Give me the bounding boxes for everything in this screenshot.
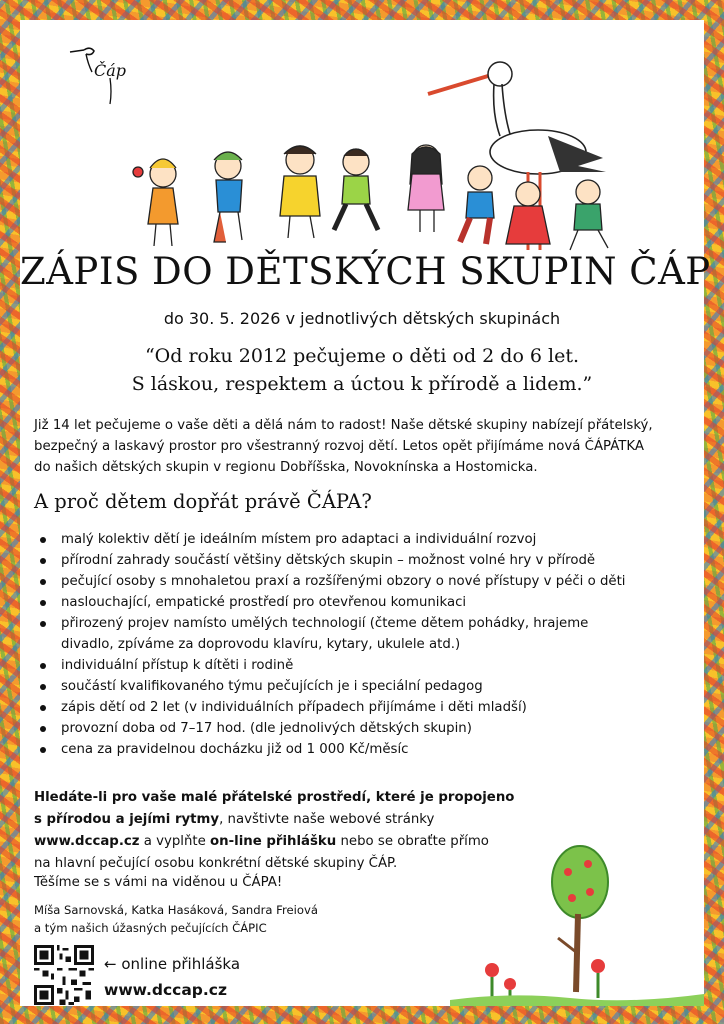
cta-text: , navštivte naše webové stránky: [219, 812, 435, 827]
online-form-label[interactable]: ← online přihláška: [104, 955, 241, 973]
signature: [34, 901, 318, 937]
list-item: přírodní zahrady součástí většiny dětských skupin – možnost volné hry v přírodě: [34, 550, 694, 571]
intro-paragraph: [34, 415, 704, 478]
list-item: individuální přístup k dítěti i rodině: [34, 655, 694, 676]
quote-line: S láskou, respektem a úctou k přírodě a lidem.”: [131, 373, 593, 395]
cta-text: na hlavní pečující osobu konkrétní dětské skupiny ČÁP.: [34, 856, 398, 871]
list-item: naslouchající, empatické prostředí pro otevřenou komunikaci: [34, 592, 694, 613]
list-item: zápis dětí od 2 let (v individuálních případech přijímáme i děti mladší): [34, 697, 694, 718]
list-item: [34, 613, 694, 655]
why-heading: A proč dětem dopřát právě ČÁPA?: [34, 490, 372, 513]
list-item: provozní doba od 7–17 hod. (dle jednolivých dětských skupin): [34, 718, 694, 739]
benefits-list: [34, 529, 694, 760]
tree-and-flowers-illustration: [450, 842, 704, 1006]
intro-line: bezpečný a laskavý prostor pro všestranný rozvoj dětí. Letos opět přijímáme nová ČÁPÁTKA: [34, 439, 644, 454]
cta-bold: Hledáte-li pro vaše malé přátelské prostředí, které je propojeno: [34, 790, 515, 805]
list-item: malý kolektiv dětí je ideálním místem pro adaptaci a individuální rozvoj: [34, 529, 694, 550]
children-and-stork-illustration: [108, 54, 648, 254]
deadline-subtitle: do 30. 5. 2026 v jednotlivých dětských skupinách: [163, 309, 561, 328]
signature-line: a tým našich úžasných pečujících ČÁPIC: [34, 921, 267, 935]
footer-website-link[interactable]: www.dccap.cz: [104, 981, 227, 999]
quote: [20, 342, 704, 398]
poster: [20, 20, 711, 1006]
page-title: ZÁPIS DO DĚTSKÝCH SKUPIN ČÁP: [20, 250, 711, 293]
list-item: součástí kvalifikovaného týmu pečujících je i speciální pedagog: [34, 676, 694, 697]
list-item: cena za pravidelnou docházku již od 1 000 Kč/měsíc: [34, 739, 694, 760]
online-form-link[interactable]: on-line přihlášku: [210, 834, 337, 849]
intro-line: Již 14 let pečujeme o vaše děti a dělá nám to radost! Naše dětské skupiny nabízejí přátelský,: [34, 418, 653, 433]
cta-text: nebo se obraťte přímo: [336, 834, 489, 849]
logo-text: Čáp: [94, 61, 127, 80]
list-item-line: přirozený projev namísto umělých technologií (čteme dětem pohádky, hrajeme: [61, 616, 589, 631]
cta-bold: s přírodou a jejími rytmy: [34, 812, 220, 827]
greeting: Těšíme se s vámi na viděnou u ČÁPA!: [34, 875, 283, 890]
signature-line: Míša Sarnovská, Katka Hasáková, Sandra Freiová: [34, 903, 318, 917]
quote-line: “Od roku 2012 pečujeme o děti od 2 do 6 let.: [144, 345, 580, 367]
website-link[interactable]: www.dccap.cz: [34, 834, 140, 849]
cta-text: a vyplňte: [139, 834, 211, 849]
intro-line: do našich dětských skupin v regionu Dobříšska, Novoknínska a Hostomicka.: [34, 460, 538, 475]
list-item: pečující osoby s mnohaletou praxí a rozšířenými obzory o nové přístupy v péči o děti: [34, 571, 694, 592]
qr-code-icon[interactable]: [34, 945, 94, 1005]
list-item-line: divadlo, zpíváme za doprovodu klavíru, kytary, ukulele atd.): [61, 637, 461, 652]
